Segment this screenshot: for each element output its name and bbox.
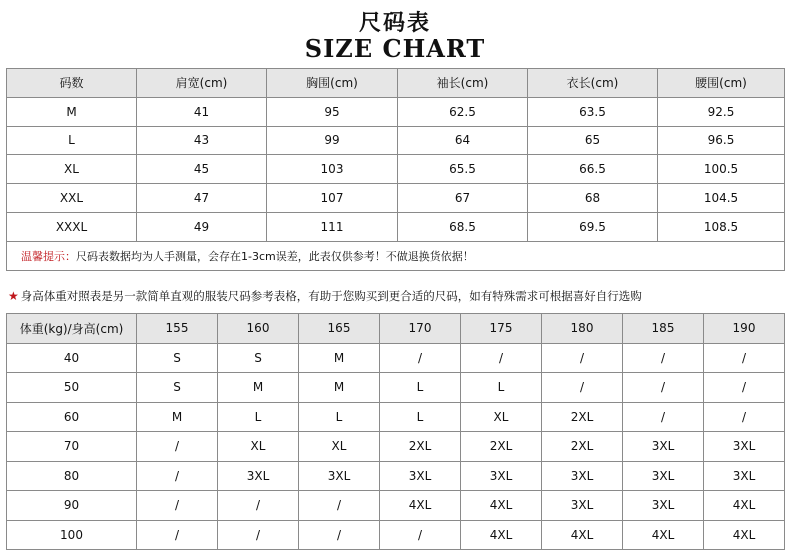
size-cell: 3XL [704,432,785,462]
table-cell: 108.5 [658,212,785,241]
table-cell: XXL [7,184,137,213]
size-cell: 4XL [623,520,704,550]
size-cell: / [704,373,785,403]
size-cell: / [137,491,218,521]
height-header-cell: 175 [461,314,542,344]
size-cell: L [461,373,542,403]
size-cell: / [137,432,218,462]
size-cell: 4XL [461,491,542,521]
height-header-cell: 165 [299,314,380,344]
size-cell: 3XL [704,461,785,491]
size-cell: L [218,402,299,432]
size-table-header-cell: 腰围(cm) [658,69,785,98]
table-row [7,402,785,432]
table-cell: 95 [267,97,398,126]
height-header-cell: 180 [542,314,623,344]
table-row [7,126,785,155]
table-cell: 100.5 [658,155,785,184]
size-cell: 4XL [704,491,785,521]
size-cell: / [623,373,704,403]
table-cell: M [7,97,137,126]
table-cell: 62.5 [398,97,528,126]
table-cell: 96.5 [658,126,785,155]
size-cell: / [218,520,299,550]
size-cell: S [137,343,218,373]
size-cell: / [704,402,785,432]
table-cell: 68.5 [398,212,528,241]
size-cell: 3XL [380,461,461,491]
table-cell: 65 [528,126,658,155]
table-cell: 64 [398,126,528,155]
size-cell: / [623,402,704,432]
table-row [7,432,785,462]
size-cell: / [461,343,542,373]
height-header-cell: 185 [623,314,704,344]
size-table-header-cell: 衣长(cm) [528,69,658,98]
height-header-cell: 170 [380,314,461,344]
star-icon: ★ [8,289,19,303]
recommendation-note [8,288,788,304]
size-cell: M [299,343,380,373]
weight-cell: 70 [7,432,137,462]
table-cell: 49 [137,212,267,241]
size-cell: 3XL [623,432,704,462]
size-cell: 2XL [380,432,461,462]
table-cell: 99 [267,126,398,155]
size-cell: L [380,402,461,432]
table-cell: 47 [137,184,267,213]
weight-cell: 50 [7,373,137,403]
table-row [7,461,785,491]
table-row [7,491,785,521]
size-cell: / [299,520,380,550]
size-cell: 3XL [299,461,380,491]
size-chart-table [6,68,785,271]
height-header-cell: 160 [218,314,299,344]
table-cell: 66.5 [528,155,658,184]
rec-table-corner-cell: 体重(kg)/身高(cm) [7,314,137,344]
table-cell: 104.5 [658,184,785,213]
note-label: 温馨提示： [21,249,76,263]
height-header-cell: 190 [704,314,785,344]
page-title-english: SIZE CHART [304,34,486,63]
table-cell: 63.5 [528,97,658,126]
table-row [7,212,785,241]
table-cell: L [7,126,137,155]
size-cell: 2XL [542,402,623,432]
table-row [7,155,785,184]
table-cell: 68 [528,184,658,213]
size-cell: 4XL [461,520,542,550]
note-text: 尺码表数据均为人手测量，会存在1-3cm误差，此表仅供参考！不做退换货依据！ [76,249,474,263]
size-cell: 2XL [461,432,542,462]
page-title-chinese: 尺码表 [358,11,431,36]
size-table-header-row [7,69,785,98]
size-cell: M [218,373,299,403]
table-cell: 41 [137,97,267,126]
table-cell: 43 [137,126,267,155]
table-cell: 65.5 [398,155,528,184]
size-table-header-cell: 肩宽(cm) [137,69,267,98]
size-cell: M [299,373,380,403]
table-row [7,343,785,373]
height-weight-table [6,313,785,550]
height-header-cell: 155 [137,314,218,344]
size-cell: / [137,520,218,550]
size-table-header-cell: 袖长(cm) [398,69,528,98]
table-cell: XL [7,155,137,184]
size-table-header-cell: 码数 [7,69,137,98]
size-cell: 3XL [542,461,623,491]
rec-table-header-row [7,314,785,344]
size-table-header-cell: 胸围(cm) [267,69,398,98]
size-cell: L [380,373,461,403]
weight-cell: 80 [7,461,137,491]
table-cell: 111 [267,212,398,241]
size-table-note-row [7,241,785,270]
table-cell: 92.5 [658,97,785,126]
size-table-note [7,241,785,270]
size-cell: / [623,343,704,373]
size-cell: 3XL [542,491,623,521]
table-cell: 103 [267,155,398,184]
table-cell: 69.5 [528,212,658,241]
size-cell: / [704,343,785,373]
size-cell: / [137,461,218,491]
size-cell: 3XL [623,491,704,521]
recommendation-note-text: 身高体重对照表是另一款简单直观的服装尺码参考表格，有助于您购买到更合适的尺码，如有特殊需求可根据喜好自行选购 [20,289,642,303]
size-cell: L [299,402,380,432]
table-row [7,184,785,213]
weight-cell: 100 [7,520,137,550]
size-cell: M [137,402,218,432]
size-cell: 3XL [218,461,299,491]
size-cell: XL [461,402,542,432]
table-row [7,97,785,126]
size-cell: 4XL [542,520,623,550]
table-cell: 67 [398,184,528,213]
table-row [7,373,785,403]
size-cell: / [542,373,623,403]
size-cell: / [218,491,299,521]
size-cell: 3XL [623,461,704,491]
weight-cell: 90 [7,491,137,521]
size-cell: / [380,520,461,550]
table-cell: 107 [267,184,398,213]
weight-cell: 60 [7,402,137,432]
size-cell: 4XL [704,520,785,550]
table-cell: 45 [137,155,267,184]
size-cell: XL [299,432,380,462]
table-cell: XXXL [7,212,137,241]
size-cell: S [218,343,299,373]
size-cell: / [542,343,623,373]
size-cell: XL [218,432,299,462]
size-cell: / [299,491,380,521]
size-cell: S [137,373,218,403]
size-cell: 2XL [542,432,623,462]
size-cell: 3XL [461,461,542,491]
size-cell: 4XL [380,491,461,521]
size-cell: / [380,343,461,373]
weight-cell: 40 [7,343,137,373]
table-row [7,520,785,550]
